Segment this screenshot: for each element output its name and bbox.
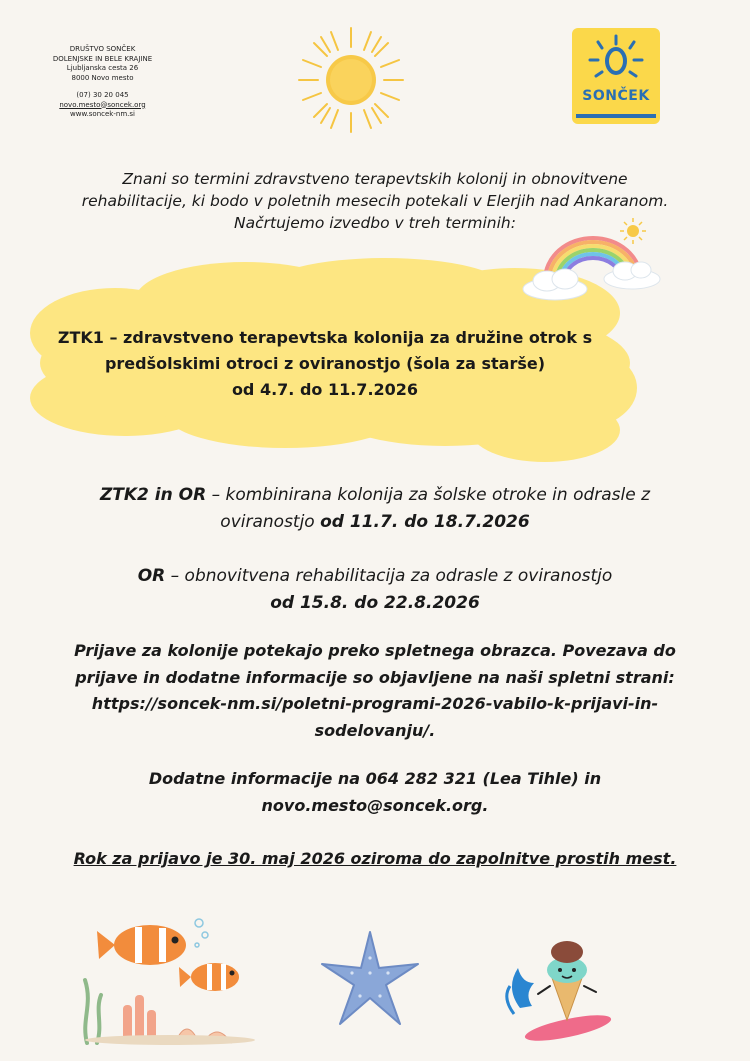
ztk1-line: predšolskimi otroci z oviranostjo (šola za starše) xyxy=(104,354,546,373)
organization-address xyxy=(40,45,165,120)
registration-link[interactable]: https://soncek-nm.si/poletni-programi-2026-vabilo-k-prijavi-in- xyxy=(91,694,659,713)
deadline-text: Rok za prijavo je 30. maj 2026 oziroma do zapolnitve prostih mest. xyxy=(73,849,677,868)
sun-icon xyxy=(296,25,406,135)
clownfish-small xyxy=(179,963,239,991)
intro-line: Znani so termini zdravstveno terapevtskih kolonij in obnovitvene xyxy=(122,170,628,188)
ztk1-dates: od 4.7. do 11.7.2026 xyxy=(231,380,419,399)
or-dates: od 15.8. do 22.8.2026 xyxy=(270,593,480,613)
intro-line: rehabilitacije, ki bodo v poletnih mesecih potekali v Elerjih nad Ankaranom. xyxy=(81,192,669,210)
org-email-link[interactable]: novo.mesto@soncek.org xyxy=(59,100,146,109)
org-phone: (07) 30 20 045 xyxy=(76,91,129,99)
or-desc: – obnovitvena rehabilitacija za odrasle z oviranostjo xyxy=(165,566,613,586)
ztk2-dates: od 11.7. do 18.7.2026 xyxy=(320,512,530,532)
registration-line: prijave in dodatne informacije so objavljene na naši spletni strani: xyxy=(75,667,675,687)
registration-link[interactable]: sodelovanju/. xyxy=(314,720,436,740)
registration-line: Prijave za kolonije potekajo preko spletnega obrazca. Povezava do xyxy=(74,641,676,660)
org-name-line2: DOLENJSKE IN BELE KRAJINE xyxy=(52,54,153,63)
intro-line: Načrtujemo izvedbo v treh terminih: xyxy=(234,214,516,232)
contact-line: Dodatne informacije na 064 282 321 (Lea Tihle) in xyxy=(148,769,602,788)
starfish-icon xyxy=(318,928,423,1028)
clownfish-large xyxy=(97,925,186,965)
ztk1-block xyxy=(40,325,610,403)
contact-email[interactable]: novo.mesto@soncek.org. xyxy=(261,795,489,815)
contact-info xyxy=(40,766,710,819)
org-street: Ljubljanska cesta 26 xyxy=(66,64,139,72)
sun-face-icon xyxy=(572,28,660,124)
ztk2-code: ZTK2 in OR xyxy=(99,485,207,505)
rainbow-icon xyxy=(515,215,665,305)
surfing-ice-cream-icon xyxy=(500,928,615,1043)
logo xyxy=(572,28,660,124)
ztk2-block xyxy=(40,482,710,536)
org-website: www.soncek-nm.si xyxy=(70,110,135,118)
logo-text: SONČEK xyxy=(582,88,650,104)
or-block xyxy=(40,563,710,617)
org-city: 8000 Novo mesto xyxy=(71,73,134,82)
or-code: OR xyxy=(137,566,166,586)
registration-info xyxy=(40,638,710,744)
ztk1-line: ZTK1 – zdravstveno terapevtska kolonija za družine otrok s xyxy=(57,328,593,347)
ztk2-desc: oviranostjo xyxy=(220,512,321,532)
ztk2-desc: – kombinirana kolonija za šolske otroke in odrasle z xyxy=(206,485,651,505)
org-name-line1: DRUŠTVO SONČEK xyxy=(69,45,136,53)
clownfish-coral-icon xyxy=(75,915,255,1045)
